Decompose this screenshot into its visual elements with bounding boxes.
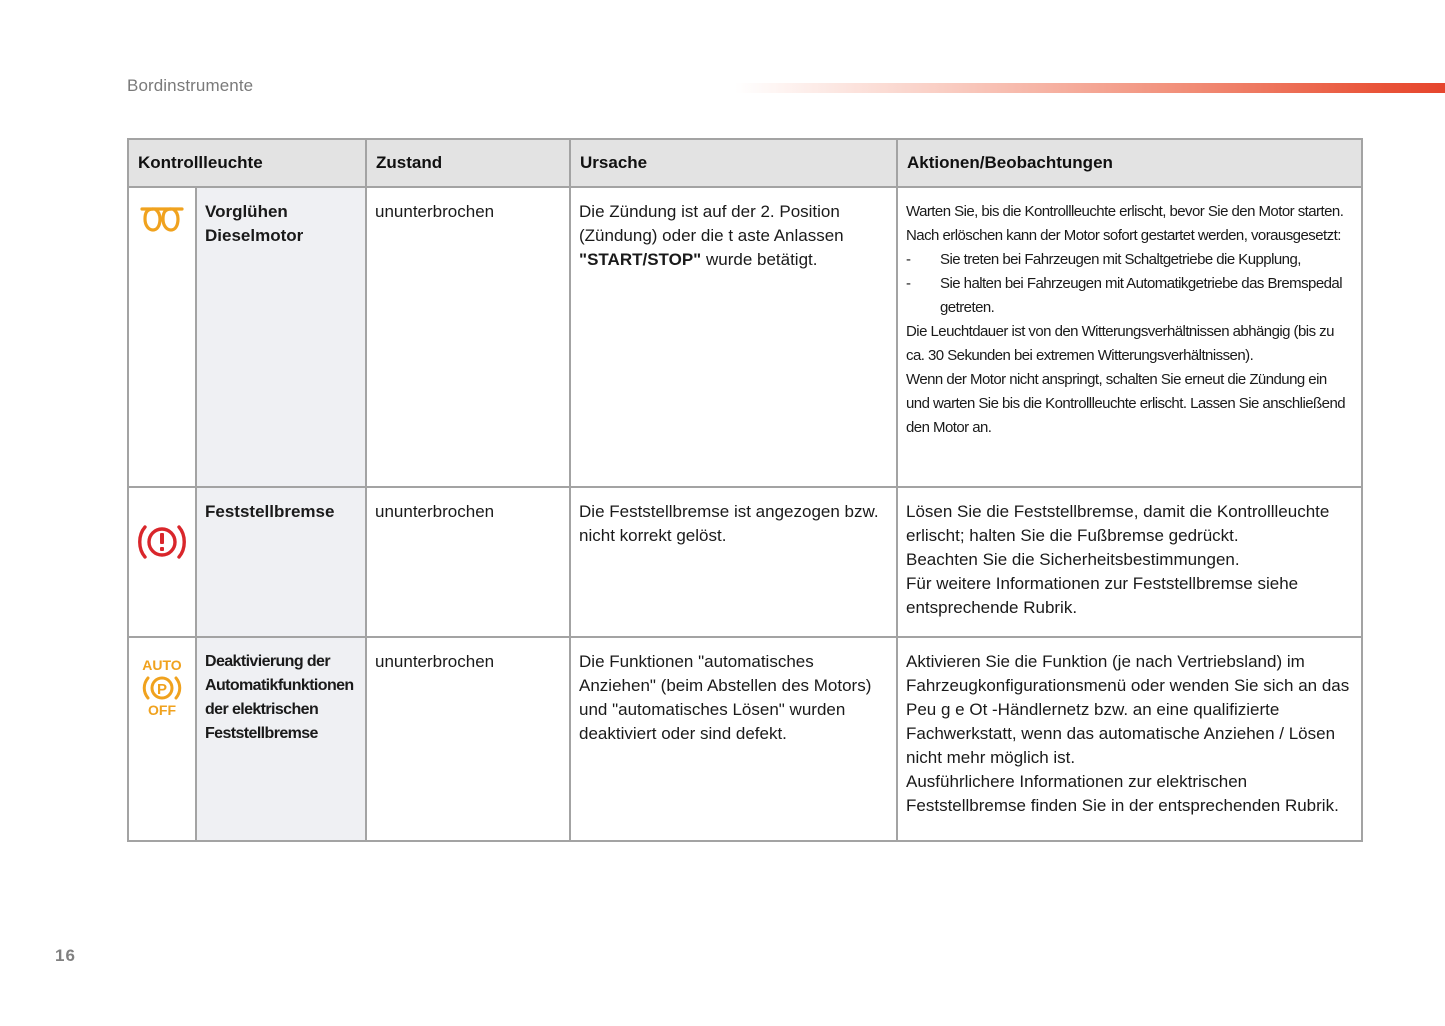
- auto-park-off-icon: [137, 656, 187, 716]
- svg-text:AUTO: AUTO: [142, 657, 182, 673]
- lamp-actions: Aktivieren Sie die Funktion (je nach Vertriebsland) im Fahrzeugkonfigurationsmenü oder wenden Sie sich an das Peu g e Ot -Händlernetz bzw. an eine qualifizierte Fachwerkstatt, wenn das automatische Anziehen / Lösen nicht mehr möglich ist. Ausführlichere Informationen zur elektrischen Feststellbremse finden Sie in der entsprechenden Rubrik.: [897, 637, 1362, 841]
- lamp-actions: Lösen Sie die Feststellbremse, damit die Kontrollleuchte erlischt; halten Sie die Fußbremse gedrückt. Beachten Sie die Sicherheitsbestimmungen. Für weitere Informationen zur Feststellbremse siehe entsprechende Rubrik.: [897, 487, 1362, 637]
- table-row: [128, 637, 1362, 841]
- lamp-name-line2: Dieselmotor: [205, 226, 304, 245]
- lamp-name-cell: Deaktivierung der Automatikfunktionen der elektrischen Feststellbremse: [196, 637, 366, 841]
- header-accent-bar: [735, 83, 1445, 93]
- lamp-cause: Die Zündung ist auf der 2. Position (Zündung) oder die t aste Anlassen "START/STOP" wurde betätigt.: [570, 187, 897, 487]
- lamp-icon-cell: [128, 487, 196, 637]
- section-title: Bordinstrumente: [127, 76, 254, 95]
- lamp-state: ununterbrochen: [366, 487, 570, 637]
- header-lamp: Kontrollleuchte: [128, 139, 366, 187]
- svg-text:OFF: OFF: [148, 702, 176, 716]
- svg-text:P: P: [156, 681, 168, 698]
- start-stop-label: "START/STOP": [579, 250, 702, 269]
- lamp-name-cell: [196, 187, 366, 487]
- bullet-item: - Sie halten bei Fahrzeugen mit Automatikgetriebe das Bremspedal getreten.: [906, 275, 1343, 316]
- lamp-state: ununterbrochen: [366, 637, 570, 841]
- lamp-icon-cell: [128, 187, 196, 487]
- lamp-name-cell: Feststellbremse: [196, 487, 366, 637]
- page-number: 16: [55, 946, 76, 965]
- lamp-icon-cell: [128, 637, 196, 841]
- header-state: Zustand: [366, 139, 570, 187]
- table-row: [128, 487, 1362, 637]
- header-cause: Ursache: [570, 139, 897, 187]
- bullet-item: - Sie treten bei Fahrzeugen mit Schaltgetriebe die Kupplung,: [906, 251, 1301, 268]
- warning-lamp-table: [127, 138, 1363, 842]
- table-row: [128, 187, 1362, 487]
- parking-brake-warning-icon: [137, 522, 187, 562]
- lamp-name-line1: Vorglühen: [205, 202, 288, 221]
- table-header-row: [128, 139, 1362, 187]
- lamp-cause: Die Feststellbremse ist angezogen bzw. nicht korrekt gelöst.: [570, 487, 897, 637]
- lamp-cause: Die Funktionen "automatisches Anziehen" (beim Abstellen des Motors) und "automatisches Lösen" wurden deaktiviert oder sind defekt.: [570, 637, 897, 841]
- glow-plug-icon: [140, 204, 184, 232]
- lamp-actions: Warten Sie, bis die Kontrollleuchte erlischt, bevor Sie den Motor starten. Nach erlöschen kann der Motor sofort gestartet werden, vorausgesetzt: - Sie treten bei Fahrzeugen mit Schaltgetriebe die Kupplung, - Sie halten bei Fahrzeugen mit Automatikgetriebe das Bremspedal getreten. Die Leuchtdauer ist von den Witterungsverhältnissen abhängig (bis zu ca. 30 Sekunden bei extremen Witterungsverhältnissen). Wenn der Motor nicht anspringt, schalten Sie erneut die Zündung ein und warten Sie bis die Kontrollleuchte erlischt. Lassen Sie anschließend den Motor an.: [897, 187, 1362, 487]
- lamp-state: ununterbrochen: [366, 187, 570, 487]
- header-actions: Aktionen/Beobachtungen: [897, 139, 1362, 187]
